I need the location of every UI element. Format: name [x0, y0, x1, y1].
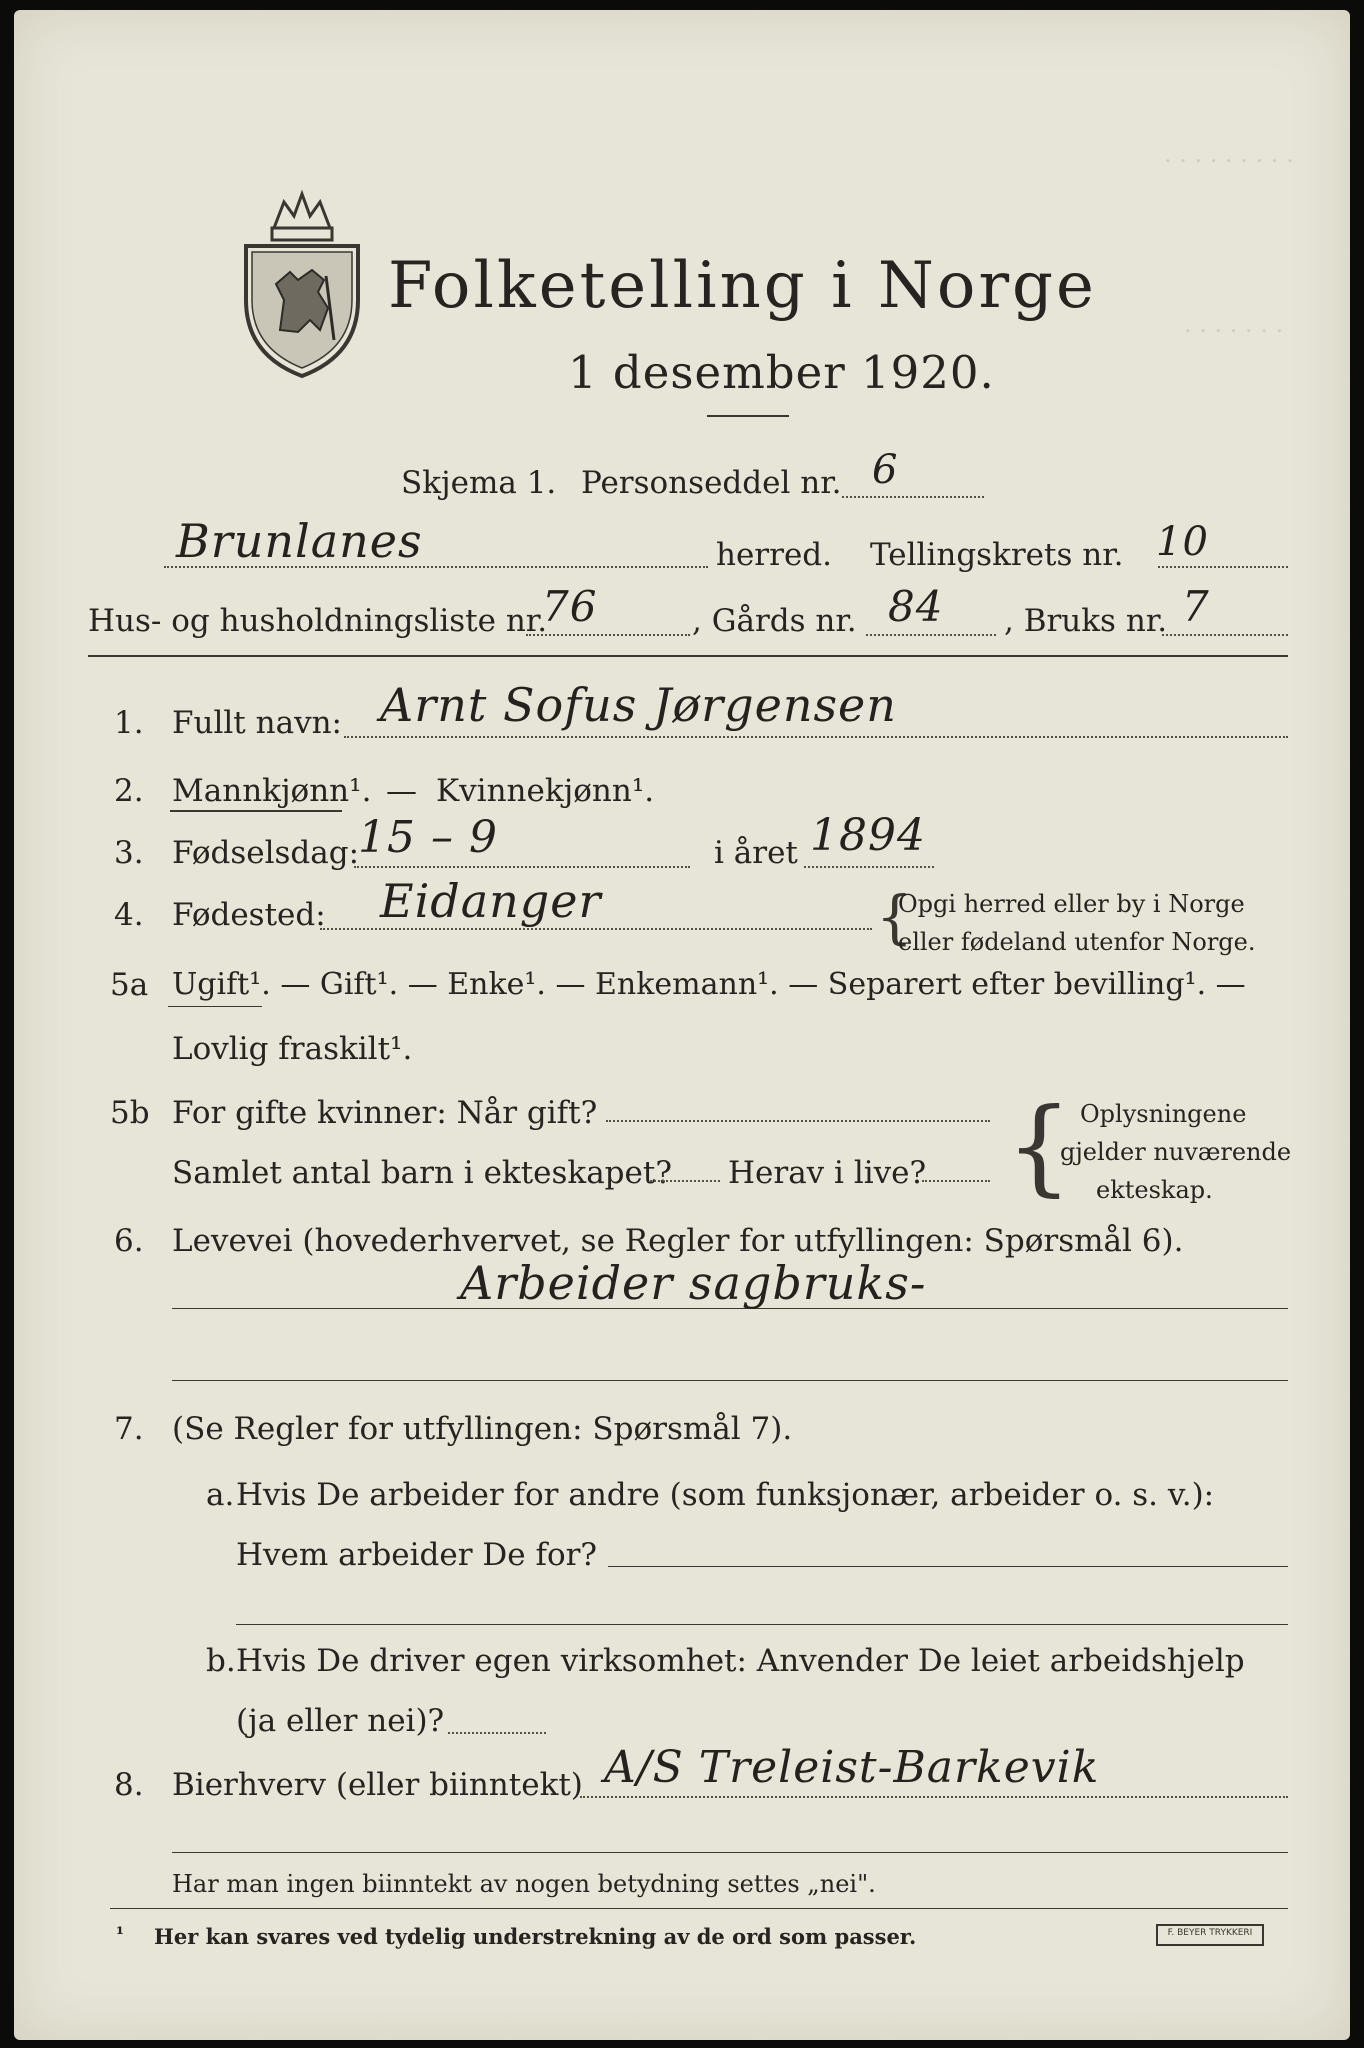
q7-label: (Se Regler for utfyllingen: Spørsmål 7).: [172, 1411, 793, 1447]
gards-label: , Gårds nr.: [692, 603, 857, 639]
q1-label: Fullt navn:: [172, 705, 342, 741]
bruks-line: [1162, 634, 1288, 636]
herred-label: herred.: [716, 537, 832, 573]
title-divider: [707, 415, 789, 417]
birthplace-note-line2: eller fødeland utenfor Norge.: [898, 928, 1256, 956]
q4-label: Fødested:: [172, 897, 326, 933]
personseddel-line: [842, 496, 984, 498]
gards-line: [866, 634, 996, 636]
married-when-label: For gifte kvinner: Når gift?: [172, 1095, 598, 1131]
marriage-note-line1: Oplysningene: [1080, 1100, 1247, 1128]
side-income-value[interactable]: A/S Treleist-Barkevik: [604, 1742, 1100, 1793]
q1-number: 1.: [114, 705, 144, 741]
q7b-number: b.: [206, 1643, 236, 1679]
hus-label: Hus- og husholdningsliste nr.: [88, 603, 548, 639]
full-name-value[interactable]: Arnt Sofus Jørgensen: [380, 678, 897, 732]
marital-status-options-cont[interactable]: Lovlig fraskilt¹.: [172, 1031, 413, 1067]
q7-number: 7.: [114, 1411, 144, 1447]
q7b-line2: (ja eller nei)?: [236, 1703, 445, 1739]
gender-male-underline: [170, 810, 342, 812]
q1-line: [344, 736, 1288, 738]
birth-year-value[interactable]: 1894: [810, 810, 926, 861]
q4-number: 4.: [114, 897, 144, 933]
children-total-line: [650, 1180, 720, 1182]
herred-value[interactable]: Brunlanes: [176, 514, 423, 568]
gender-separator: —: [386, 773, 417, 809]
birth-year-label: i året: [714, 835, 798, 871]
birthday-value[interactable]: 15 – 9: [358, 812, 498, 863]
printer-stamp-text: F. BEYER TRYKKERI: [1167, 1928, 1253, 1938]
tellingskrets-line: [1158, 566, 1288, 568]
side-income-line-2: [172, 1852, 1288, 1853]
bruks-value[interactable]: 7: [1182, 582, 1210, 631]
q2-number: 2.: [114, 773, 144, 809]
unmarried-underline: [168, 1006, 262, 1007]
tellingskrets-label: Tellingskrets nr.: [870, 537, 1124, 573]
birthplace-note-line1: Opgi herred eller by i Norge: [898, 890, 1245, 918]
birth-year-line: [804, 866, 934, 868]
side-income-label: Bierhverv (eller biinntekt): [172, 1767, 583, 1803]
personseddel-label: Personseddel nr.: [581, 465, 842, 501]
q7b-line1: Hvis De driver egen virksomhet: Anvender De leiet arbeidshjelp: [236, 1643, 1245, 1679]
hus-line: [526, 634, 690, 636]
children-alive-label: Herav i live?: [728, 1155, 927, 1191]
census-form: [14, 10, 1350, 2040]
footnote-text: Her kan svares ved tydelig understrekning av de ord som passer.: [154, 1924, 917, 1949]
q7a-line1: Hvis De arbeider for andre (som funksjonær, arbeider o. s. v.):: [236, 1477, 1215, 1513]
q5b-number: 5b: [110, 1095, 150, 1131]
birthplace-value[interactable]: Eidanger: [380, 874, 602, 928]
bruks-label: , Bruks nr.: [1004, 603, 1168, 639]
occupation-line-2: [172, 1380, 1288, 1381]
footnote-divider: [110, 1908, 1288, 1909]
gender-female-option[interactable]: Kvinnekjønn¹.: [436, 773, 655, 809]
gender-male-option[interactable]: Mannkjønn¹.: [172, 773, 372, 809]
census-date: 1 desember 1920.: [568, 346, 995, 399]
birthplace-line: [320, 928, 872, 930]
children-total-label: Samlet antal barn i ekteskapet?: [172, 1155, 672, 1191]
no-income-note: Har man ingen biinntekt av nogen betydning settes „nei".: [172, 1870, 876, 1898]
children-alive-line: [922, 1180, 990, 1182]
printer-stamp: [1156, 1924, 1264, 1946]
q7a-number: a.: [206, 1477, 235, 1513]
q3-label: Fødselsdag:: [172, 835, 360, 871]
marriage-note-line2: gjelder nuværende: [1060, 1138, 1292, 1166]
side-income-line: [580, 1796, 1288, 1798]
personseddel-value[interactable]: 6: [872, 447, 899, 493]
occupation-value[interactable]: Arbeider sagbruks-: [460, 1256, 927, 1310]
employer-line: [608, 1566, 1288, 1567]
q3-number: 3.: [114, 835, 144, 871]
show-through-text: . . . . . . . . .: [1164, 140, 1294, 168]
show-through-text: . . . . . . .: [1184, 310, 1284, 338]
q7a-line2: Hvem arbeider De for?: [236, 1537, 598, 1573]
footnote-mark: ¹: [116, 1924, 124, 1945]
gards-value[interactable]: 84: [888, 582, 944, 631]
employer-line-2: [236, 1624, 1288, 1625]
q6-number: 6.: [114, 1223, 144, 1259]
hired-help-line: [448, 1732, 546, 1734]
brace-icon: {: [1006, 1085, 1073, 1207]
form-title: Folketelling i Norge: [388, 249, 1097, 323]
married-when-line: [606, 1120, 990, 1122]
skjema-label: Skjema 1.: [401, 465, 557, 501]
hus-value[interactable]: 76: [542, 582, 598, 631]
q8-number: 8.: [114, 1767, 144, 1803]
brace-icon: {: [876, 883, 913, 951]
coat-of-arms-icon: [232, 180, 372, 380]
q5a-number: 5a: [110, 967, 149, 1003]
occupation-label: Levevei (hovederhvervet, se Regler for utfyllingen: Spørsmål 6).: [172, 1223, 1184, 1259]
birthday-line: [354, 866, 690, 868]
marriage-note-line3: ekteskap.: [1096, 1176, 1213, 1204]
marital-status-options[interactable]: Ugift¹. — Gift¹. — Enke¹. — Enkemann¹. — Separert efter bevilling¹. —: [172, 967, 1246, 1002]
header-divider: [88, 655, 1288, 657]
tellingskrets-value[interactable]: 10: [1156, 519, 1209, 565]
